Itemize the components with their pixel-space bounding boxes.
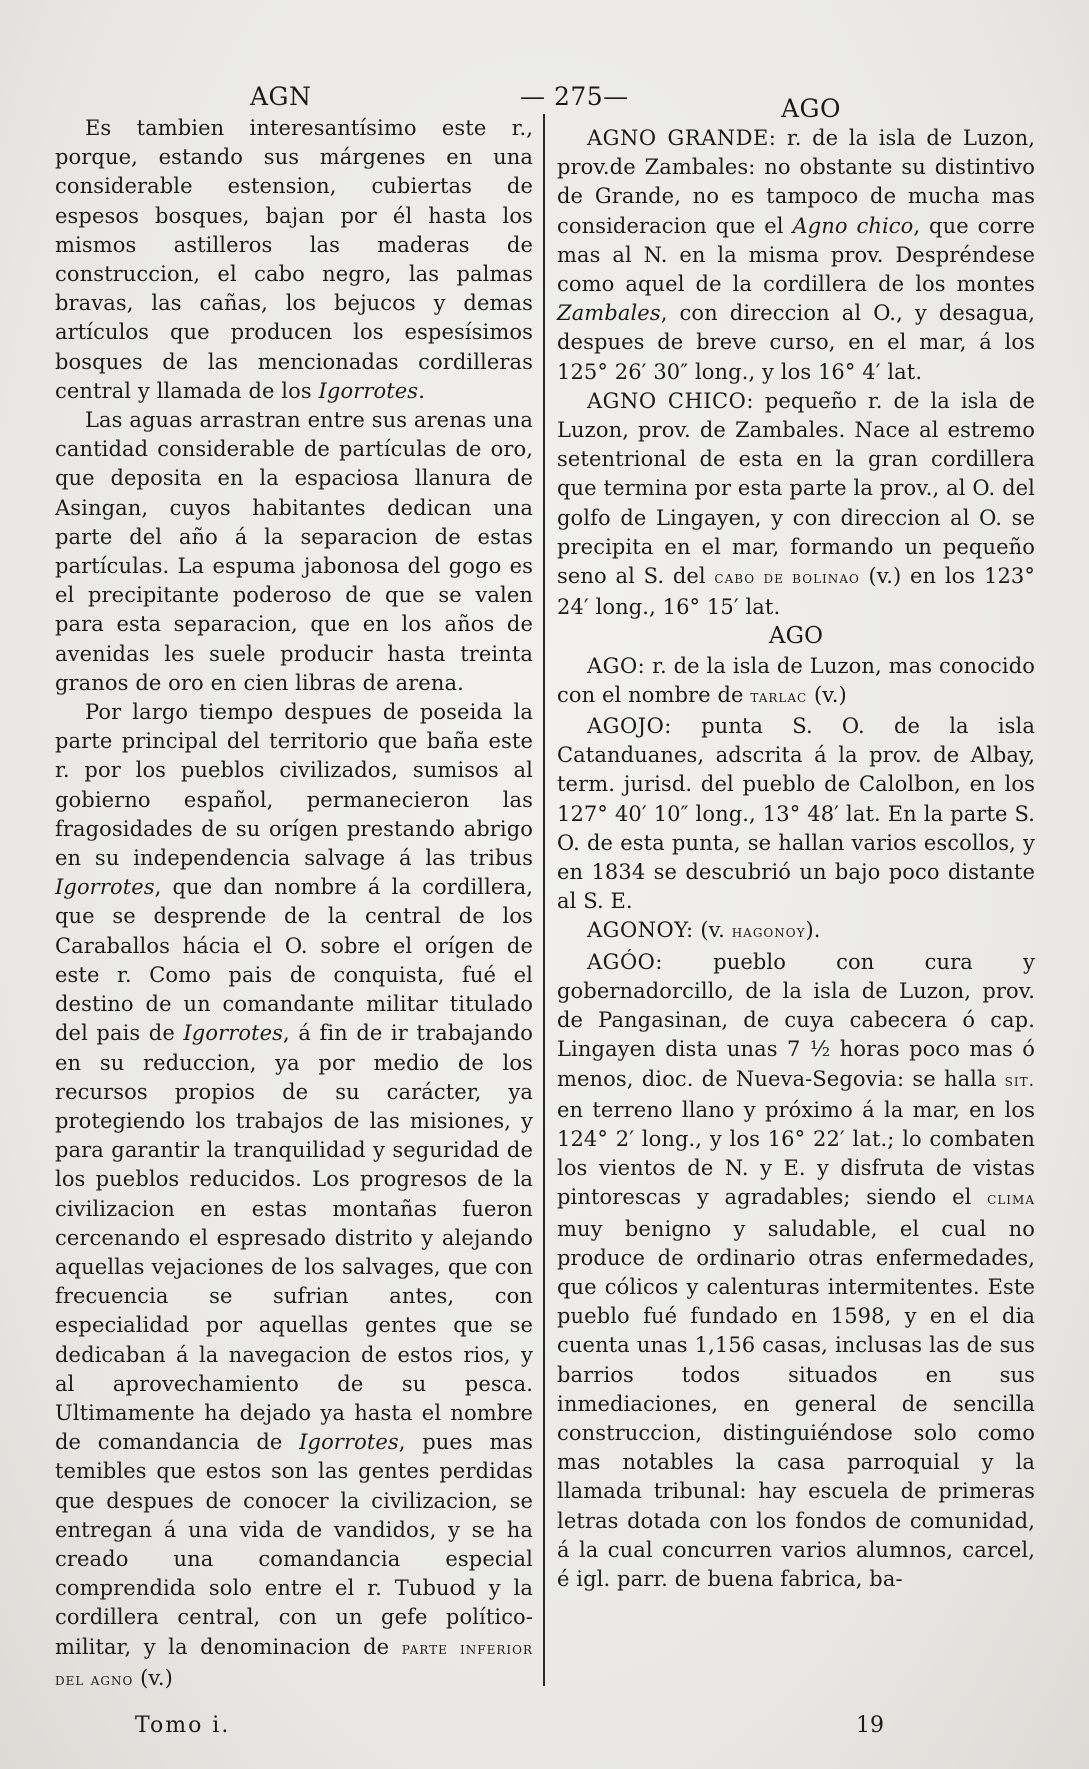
running-header-right: AGO — [781, 94, 842, 123]
left-column — [55, 114, 533, 1695]
paragraph-historia: Por largo tiempo despues de poseida la parte principal del territorio que baña este r. por los pueblos civilizados, sumisos al gobierno español, permanecieron las fragosidades de su orígen prestando abrigo en su independencia salvage á las tribus Igorrotes, que dan nombre á la cordillera, que se desprende de la central de los Caraballos hácia el O. sobre el orígen de este r. Como pais de conquista, fué el destino de un comandante militar titulado del pais de Igorrotes, á fin de ir trabajando en su reduccion, ya por medio de los recursos propios de su carácter, ya protegiendo los trabajos de las misiones, y para garantir la tranquilidad y seguridad de los pueblos reducidos. Los progresos de la civilizacion en estas montañas fueron cercenando el espresado distrito y alejando aquellas vejaciones de los salvages, que con frecuencia se sufrian antes, con especialidad por aquellas gentes que se dedicaban á la navegacion de estos rios, y al aprovechamiento de su pesca. Ultimamente ha dejado ya hasta el nombre de comandancia de Igorrotes, pues mas temibles que estos son las gentes perdidas que despues de conocer la civilizacion, se entregan á una vida de vandidos, y se ha creado una comandancia especial comprendida solo entre el r. Tubuod y la cordillera central, con un gefe político-militar, y la denominacion de parte inferior del agno (v.) — [55, 700, 534, 1690]
column-divider — [543, 114, 545, 1686]
entry-agno-chico: AGNO CHICO: pequeño r. de la isla de Luzon, prov. de Zambales. Nace al estremo setentrional de esta en la gran cordillera que termina por esta parte la prov., al O. del golfo de Lingayen, y con direccion al O. se precipita en el mar, formando un pequeño seno al S. del cabo de bolinao (v.) en los 123° 24′ long., 16° 15′ lat. — [557, 388, 1035, 620]
running-header-left: AGN — [250, 82, 312, 111]
page-number: — 275— — [520, 82, 629, 111]
paragraph-oro: Las aguas arrastran entre sus arenas una cantidad considerable de partículas de oro, que deposita en la espaciosa llanura de Asingan, cuyos habitantes dedican una parte del año á la separacion de estas partículas. La espuma jabonosa del gogo es el precipitante poderoso de que se valen para esta separacion, que en los años de avenidas les suele producir hasta treinta granos de oro en cien libras de arena. — [55, 408, 533, 695]
entry-agonoy: AGONOY: (v. hagonoy). — [587, 918, 821, 943]
entry-head: AGOJO: — [587, 714, 672, 739]
entry-head: AGÓO: — [587, 949, 663, 974]
entry-head: AGNO CHICO: — [587, 388, 754, 413]
entry-agojo: AGOJO: punta S. O. de la isla Catanduanes, adscrita á la prov. de Albay, term. jurisd. del pueblo de Calolbon, en los 127° 40′ 10″ long., 13° 48′ lat. En la parte S. O. de esta punta, se hallan varios escollos, y en 1834 se descubrió un bajo poco distante al S. E. — [557, 714, 1035, 914]
paragraph-rio-bosques: Es tambien interesantísimo este r., porque, estando sus márgenes en una considerable estension, cubiertas de espesos bosques, bajan por él hasta los mismos astilleros las maderas de construccion, el cabo negro, las palmas bravas, las cañas, los bejucos y demas artículos que producen los espesísimos bosques de las mencionadas cordilleras central y llamada de los Igorrotes. — [55, 116, 533, 403]
entry-ago: AGO: r. de la isla de Luzon, mas conocido con el nombre de tarlac (v.) — [557, 653, 1035, 707]
section-heading: AGO — [768, 623, 824, 650]
signature-mark: 19 — [856, 1713, 884, 1738]
entry-head: AGO: — [587, 653, 646, 678]
entry-head: AGONOY: — [587, 918, 694, 943]
entry-agoo: AGÓO: pueblo con cura y gobernadorcillo, de la isla de Luzon, prov. de Pangasinan, de cuya cabecera ó cap. Lingayen dista unas 7 ½ horas poco mas ó menos, dioc. de Nueva-Segovia: se halla sit. en terreno llano y próximo á la mar, en los 124° 2′ long., y los 16° 22′ lat.; lo combaten los vientos de N. y E. y disfruta de vistas pintorescas y agradables; siendo el clima muy benigno y saludable, el cual no produce de ordinario otras enfermedades, que cólicos y calenturas intermitentes. Este pueblo fué fundado en 1598, y en el dia cuenta unas 1,156 casas, inclusas las de sus barrios todos situados en sus inmediaciones, en general de sencilla construccion, distinguiéndose solo como mas notables la casa parroquial y la llamada tribunal: hay escuela de primeras letras dotada con los fondos de comunidad, á la cual concurren varios alumnos, carcel, é igl. parr. de buena fabrica, ba- — [557, 949, 1035, 1591]
volume-label: Tomo i. — [135, 1713, 231, 1738]
right-column — [557, 124, 1035, 1594]
entry-head: AGNO GRANDE: — [587, 126, 777, 150]
entry-agno-grande: AGNO GRANDE: r. de la isla de Luzon, prov.de Zambales: no obstante su distintivo de Grande, no es tampoco de mucha mas consideracion que el Agno chico, que corre mas al N. en la misma prov. Despréndese como aquel de la cordillera de los montes Zambales, con direccion al O., y desagua, despues de breve curso, en el mar, á los 125° 26′ 30″ long., y los 16° 4′ lat. — [557, 126, 1035, 384]
